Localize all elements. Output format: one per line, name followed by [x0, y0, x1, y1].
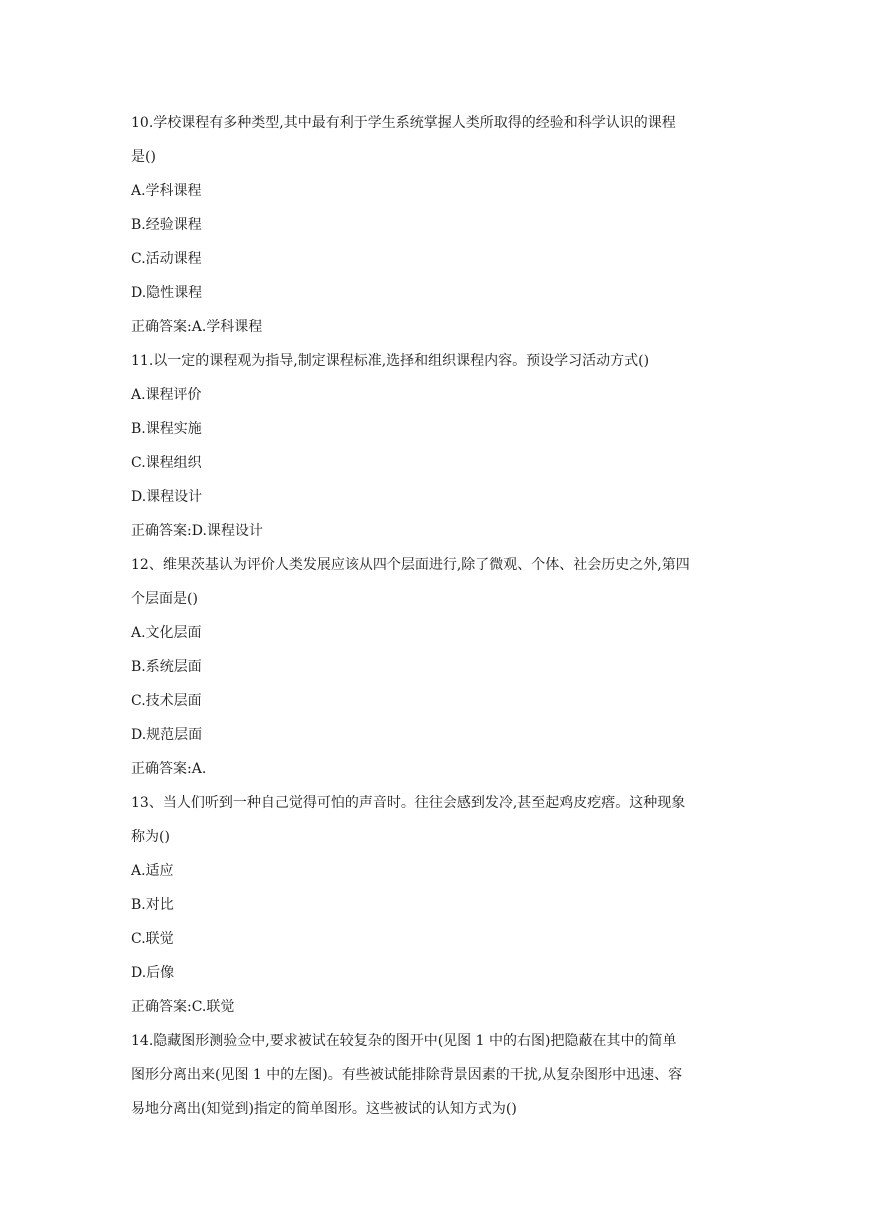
question-13-stem-line-1: 13、当人们听到一种自己觉得可怕的声音时。往往会感到发冷,甚至起鸡皮疙瘩。这种现象: [131, 795, 686, 811]
question-12-answer: 正确答案:A.: [131, 761, 207, 777]
question-10-stem-line-2: 是(): [131, 149, 156, 165]
question-13-option-d: D.后像: [131, 965, 175, 981]
question-14-stem-line-2: 图形分离出来(见图 1 中的左图)。有些被试能排除背景因素的干扰,从复杂图形中迅速、容: [131, 1067, 683, 1083]
question-11-option-b: B.课程实施: [131, 421, 202, 437]
question-12-option-d: D.规范层面: [131, 727, 203, 743]
question-10-option-d: D.隐性课程: [131, 285, 203, 301]
question-13-answer: 正确答案:C.联觉: [131, 999, 235, 1015]
question-list: [131, 111, 741, 1131]
question-13-stem-line-2: 称为(): [131, 829, 170, 845]
question-12-stem-line-1: 12、维果茨基认为评价人类发展应该从四个层面进行,除了微观、个体、社会历史之外,第四: [131, 557, 690, 573]
question-10-option-c: C.活动课程: [131, 251, 202, 267]
question-12-option-a: A.文化层面: [131, 625, 202, 641]
question-10-answer: 正确答案:A.学科课程: [131, 319, 263, 335]
question-13-option-b: B.对比: [131, 897, 174, 913]
question-10-option-a: A.学科课程: [131, 183, 202, 199]
question-12-option-b: B.系统层面: [131, 659, 202, 675]
question-11-answer: 正确答案:D.课程设计: [131, 523, 263, 539]
question-11-option-d: D.课程设计: [131, 489, 203, 505]
question-12-option-c: C.技术层面: [131, 693, 202, 709]
question-13-option-a: A.适应: [131, 863, 174, 879]
question-11-option-c: C.课程组织: [131, 455, 202, 471]
question-13-option-c: C.联觉: [131, 931, 174, 947]
question-11-option-a: A.课程评价: [131, 387, 202, 403]
question-10-stem-line-1: 10.学校课程有多种类型,其中最有利于学生系统掌握人类所取得的经验和科学认识的课程: [131, 115, 676, 131]
question-11-stem-line-1: 11.以一定的课程观为指导,制定课程标准,选择和组织课程内容。预设学习活动方式(): [131, 353, 650, 369]
question-10-option-b: B.经验课程: [131, 217, 202, 233]
question-12-stem-line-2: 个层面是(): [131, 591, 198, 607]
question-14-stem-line-3: 易地分离出(知觉到)指定的简单图形。这些被试的认知方式为(): [131, 1101, 517, 1117]
question-14-stem-line-1: 14.隐藏图形测验佥中,要求被试在较复杂的图开中(见图 1 中的右图)把隐蔽在其中的简单: [131, 1033, 677, 1049]
